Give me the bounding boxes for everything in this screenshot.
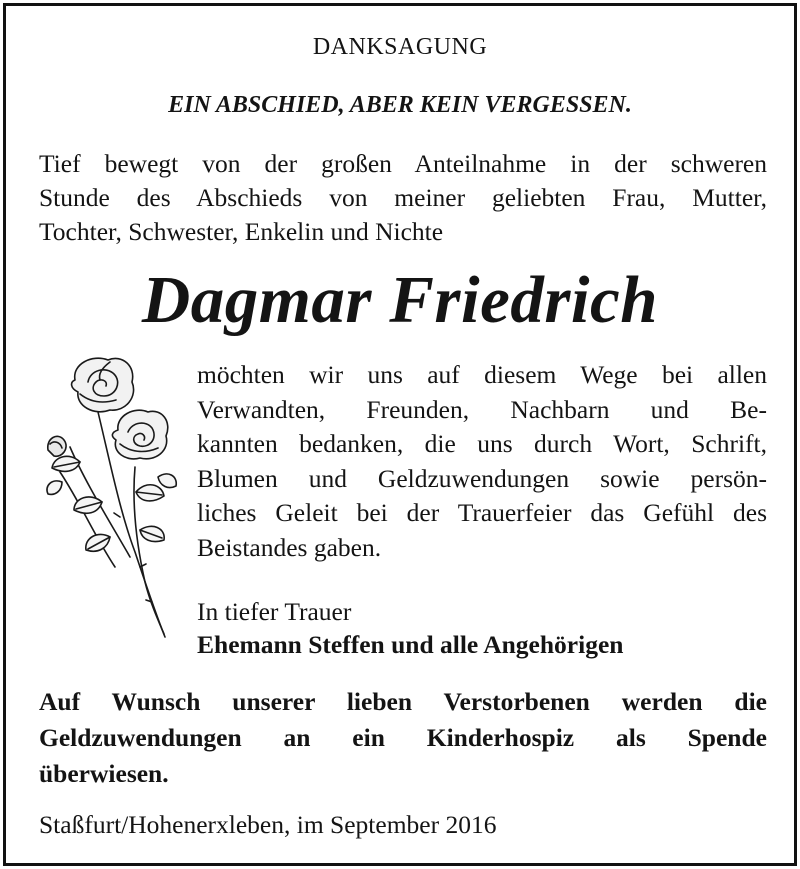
body-line: kannten bedanken, die uns durch Wort, Schrift, xyxy=(197,429,767,459)
intro-line: Tief bewegt von der großen Anteilnahme in der schweren xyxy=(39,149,767,178)
place-date: Staßfurt/Hohenerxleben, im September 2016 xyxy=(39,810,497,839)
signature-line: In tiefer Trauer xyxy=(197,597,352,626)
signature-names: Ehemann Steffen und alle Angehörigen xyxy=(197,630,624,659)
intro-line: Stunde des Abschieds von meiner geliebten Frau, Mutter, xyxy=(39,183,767,212)
heading: DANKSAGUNG xyxy=(312,34,488,60)
body-line: möchten wir uns auf diesem Wege bei allen xyxy=(197,360,767,389)
body-line: liches Geleit bei der Trauerfeier das Gefühl des xyxy=(197,498,767,528)
body-line: Blumen und Geldzuwendungen sowie persön- xyxy=(197,463,767,493)
signature-block xyxy=(197,595,623,661)
wish-line: Geldzuwendungen an ein Kinderhospiz als Spende xyxy=(39,723,767,752)
roses-icon xyxy=(40,352,180,642)
wish-line: überwiesen. xyxy=(39,759,169,788)
wish-line: Auf Wunsch unserer lieben Verstorbenen werden die xyxy=(39,687,767,716)
deceased-name: Dagmar Friedrich xyxy=(141,263,659,337)
body-line: Beistandes gaben. xyxy=(197,532,382,562)
thanks-paragraph xyxy=(197,358,767,566)
subheading: EIN ABSCHIED, ABER KEIN VERGESSEN. xyxy=(168,92,632,118)
body-line: Verwandten, Freunden, Nachbarn und Be- xyxy=(197,394,767,424)
intro-paragraph xyxy=(39,147,767,249)
obituary-frame xyxy=(3,3,797,866)
donation-note xyxy=(39,684,767,792)
intro-line: Tochter, Schwester, Enkelin und Nichte xyxy=(39,217,444,246)
